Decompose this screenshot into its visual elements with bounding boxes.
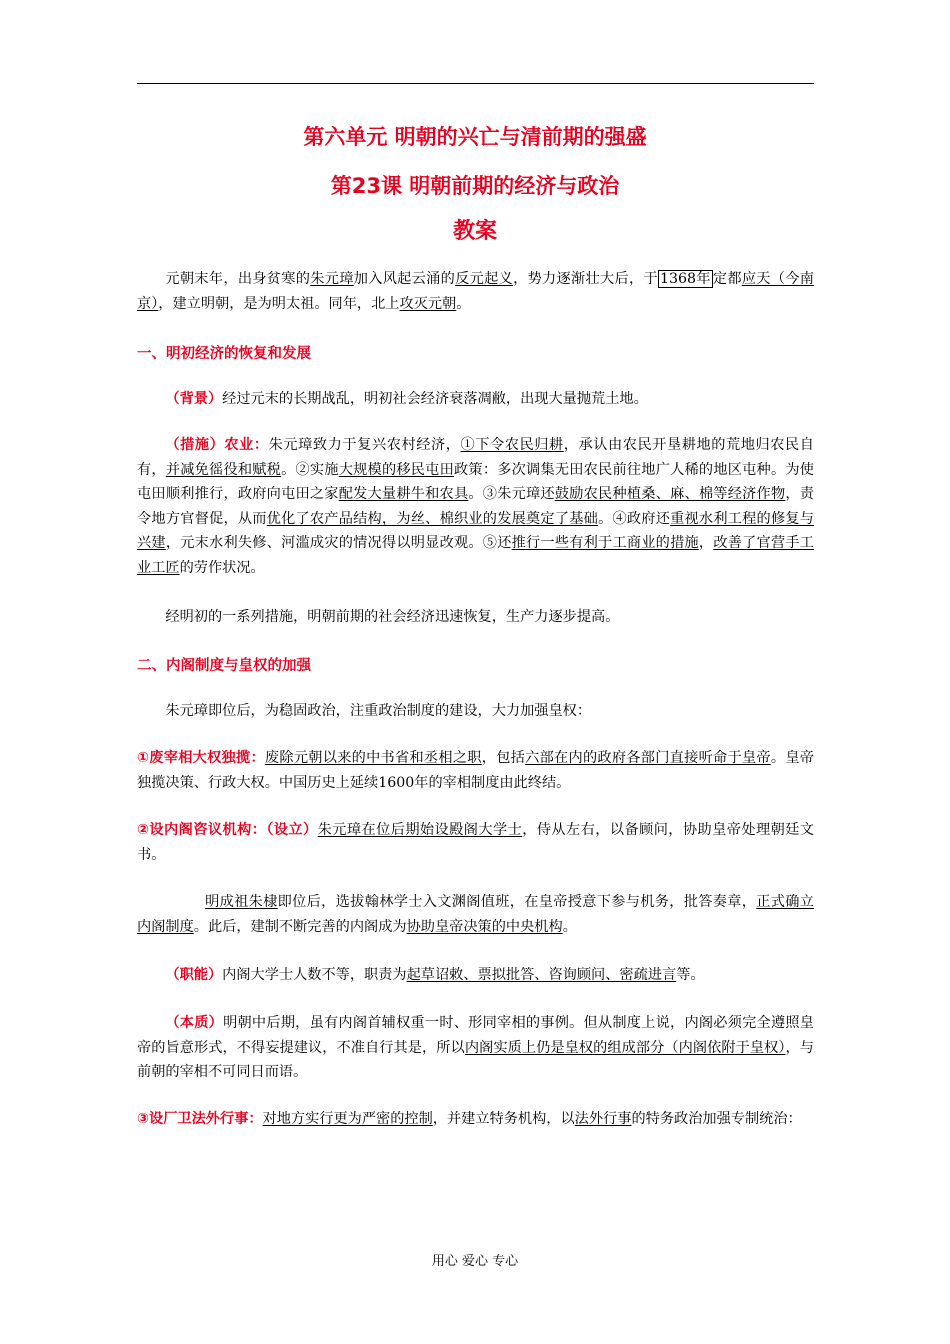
text-underlined: 协助皇帝决策的中央机构 bbox=[406, 918, 563, 935]
text: ，与前朝的宰相不可同日而语。 bbox=[137, 1039, 814, 1080]
text: ， bbox=[698, 535, 714, 551]
label: ①废宰相大权独揽： bbox=[137, 750, 265, 766]
section2-intro: 朱元璋即位后，为稳固政治，注重政治制度的建设，大力加强皇权： bbox=[165, 703, 592, 719]
text: 。皇帝独揽决策、行政大权。中国历史上延续1600年的宰相制度由此终结。 bbox=[137, 750, 814, 791]
text-underlined: 鼓励农民种植桑、麻、棉等经济作物 bbox=[554, 486, 786, 502]
text-underlined: 配发大量耕牛和农具 bbox=[338, 486, 469, 502]
text: 的特务政治加强专制统治： bbox=[631, 1111, 802, 1127]
label: （职能） bbox=[165, 967, 223, 983]
text-underlined: 并减免徭役和赋税 bbox=[165, 461, 282, 478]
text: ，建立明朝，是为明太祖。同年，北上 bbox=[158, 295, 400, 312]
text: 内阁大学士人数不等，职责为 bbox=[222, 967, 407, 983]
text: 。此后，建制不断完善的内阁成为 bbox=[193, 918, 407, 935]
point2-paragraph bbox=[137, 818, 814, 867]
lesson-title: 第23课 明朝前期的经济与政治 bbox=[330, 174, 620, 198]
text: 。②实施 bbox=[281, 461, 339, 478]
text: ，元末水利失修、河滥成灾的情况得以明显改观。⑤还 bbox=[165, 535, 512, 551]
function-paragraph bbox=[137, 963, 814, 988]
text: 元朝末年，出身贫寒的 bbox=[165, 271, 311, 287]
text: ，承认由农民开垦耕地的荒地归农民自有， bbox=[137, 437, 814, 478]
summary-paragraph: 经明初的一系列措施，明朝前期的社会经济迅速恢复，生产力逐步提高。 bbox=[165, 609, 620, 625]
label: （措施）农业： bbox=[165, 437, 269, 453]
text: 即位后，选拔翰林学士入文渊阁值班，在皇帝授意下参与机务，批答奏章， bbox=[277, 894, 757, 910]
section1-heading: 一、明初经济的恢复和发展 bbox=[137, 346, 311, 362]
text-underlined: 反元起义 bbox=[455, 271, 514, 287]
text: ，包括 bbox=[481, 750, 526, 766]
text-underlined: 重视水利工程的修复与兴建 bbox=[137, 510, 814, 551]
intro-paragraph bbox=[137, 267, 814, 316]
text-underlined: 推行一些有利于工商业的措施 bbox=[511, 535, 699, 551]
label: ③设厂卫法外行事： bbox=[137, 1111, 263, 1127]
text-underlined: 废除元朝以来的中书省和丞相之职 bbox=[264, 750, 482, 766]
text: 。 bbox=[456, 295, 471, 312]
measures-paragraph bbox=[137, 433, 814, 580]
text: ，侍从左右，以备顾问，协助皇帝处理朝廷文书。 bbox=[137, 822, 814, 863]
text: 加入风起云涌的 bbox=[353, 271, 456, 287]
text: 政策：多次调集无田农民前往地广人稀的地区屯种。为使屯田顺利推行，政府向屯田之家 bbox=[137, 461, 814, 502]
point2-detail-paragraph bbox=[137, 890, 814, 939]
text: ，势力逐渐壮大后，于 bbox=[513, 271, 658, 287]
text-underlined: 优化了农产品结构，为丝、棉织业的发展奠定了基础 bbox=[266, 510, 599, 527]
point1-paragraph bbox=[137, 746, 814, 795]
label: （背景） bbox=[165, 391, 223, 407]
page-footer: 用心 爱心 专心 bbox=[431, 1254, 519, 1269]
text-underlined: 应天（今南京） bbox=[137, 271, 814, 312]
text-underlined: 朱元璋 bbox=[310, 271, 354, 287]
point3-paragraph bbox=[137, 1107, 814, 1132]
text-underlined: 起草诏敕、票拟批答、咨询顾问、密疏进言 bbox=[406, 967, 677, 983]
text: 。③朱元璋还 bbox=[468, 486, 555, 502]
text-underlined: 朱元璋在位后期始设殿阁大学士 bbox=[317, 822, 523, 838]
unit-title: 第六单元 明朝的兴亡与清前期的强盛 bbox=[303, 125, 647, 149]
doc-type-title: 教案 bbox=[452, 219, 497, 244]
text: 定都 bbox=[712, 271, 742, 287]
text: ，责令地方官督促，从而 bbox=[137, 486, 814, 527]
text: 等。 bbox=[676, 967, 705, 983]
label: （本质） bbox=[165, 1015, 224, 1031]
section2-heading: 二、内阁制度与皇权的加强 bbox=[137, 658, 311, 674]
text-underlined: 六部在内的政府各部门直接听命于皇帝 bbox=[525, 750, 771, 766]
text: 朱元璋致力于复兴农村经济， bbox=[268, 437, 461, 453]
text: 。④政府还 bbox=[598, 510, 671, 527]
text: 的劳作状况。 bbox=[179, 559, 265, 576]
text-underlined: 法外行事 bbox=[574, 1111, 632, 1127]
text: 。 bbox=[562, 918, 577, 935]
text: 明朝中后期，虽有内阁首辅权重一时、形同宰相的事例。但从制度上说，内阁必须完全遵照皇帝的旨意形式，不得妄提建议，不准自行其是，所以 bbox=[137, 1015, 814, 1056]
text-underlined: 明成祖朱棣 bbox=[205, 894, 278, 910]
background-paragraph bbox=[137, 387, 814, 412]
text: ，并建立特务机构，以 bbox=[432, 1111, 575, 1127]
text-underlined: 大规模的移民屯田 bbox=[338, 461, 454, 478]
text-underlined: 内阁实质上仍是皇权的组成部分（内阁依附于皇权） bbox=[464, 1039, 786, 1056]
essence-paragraph bbox=[137, 1011, 814, 1085]
header-rule bbox=[137, 83, 814, 84]
text-underlined: 对地方实行更为严密的控制 bbox=[262, 1111, 433, 1127]
text-underlined: ①下令农民归耕 bbox=[460, 437, 564, 453]
text-underlined: 改善了官营手工业工匠 bbox=[137, 535, 814, 576]
text: 经过元末的长期战乱，明初社会经济衰落凋敝，出现大量抛荒土地。 bbox=[222, 391, 648, 407]
text-underlined: 攻灭元朝 bbox=[399, 295, 457, 312]
label: ②设内阁咨议机构：（设立） bbox=[137, 822, 318, 838]
boxed-year: 1368年 bbox=[659, 271, 711, 287]
text-underlined: 正式确立内阁制度 bbox=[137, 894, 814, 935]
